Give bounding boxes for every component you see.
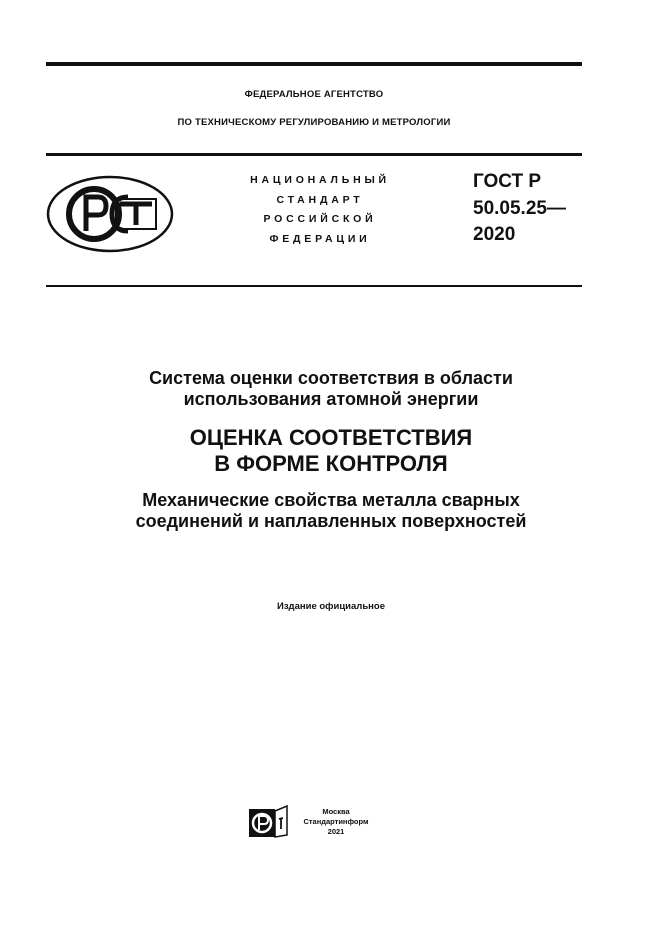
subtitle-line-1: Механические свойства металла сварных — [142, 490, 520, 510]
publisher-info — [296, 807, 376, 837]
publisher-name: Стандартинформ — [303, 817, 369, 826]
subtitle-line-2: соединений и наплавленных поверхностей — [135, 511, 527, 531]
main-title — [46, 425, 616, 477]
system-title-line-1: Система оценки соответствия в области — [149, 368, 513, 388]
publisher-city: Москва — [322, 807, 350, 816]
national-standard-line-4: ФЕДЕРАЦИИ — [269, 232, 371, 245]
system-title-line-2: использования атомной энергии — [183, 389, 479, 409]
main-title-line-1: ОЦЕНКА СООТВЕТСТВИЯ — [189, 425, 473, 450]
national-standard-label — [220, 171, 420, 249]
national-standard-line-2: СТАНДАРТ — [276, 193, 364, 206]
designation-line-2: 50.05.25— — [473, 197, 566, 219]
national-standard-line-1: НАЦИОНАЛЬНЫЙ — [250, 174, 390, 186]
standard-designation — [473, 169, 566, 249]
national-standard-line-3: РОССИЙСКОЙ — [263, 213, 377, 225]
publisher-year: 2021 — [327, 827, 345, 836]
designation-line-3: 2020 — [473, 224, 516, 245]
top-rule — [46, 62, 582, 66]
header-bottom-rule — [46, 285, 582, 287]
header-rule — [46, 153, 582, 156]
agency-line-1: ФЕДЕРАЛЬНОЕ АГЕНТСТВО — [244, 89, 384, 100]
standartinform-logo-icon — [248, 805, 288, 839]
main-title-line-2: В ФОРМЕ КОНТРОЛЯ — [214, 451, 448, 476]
gost-r-emblem-icon — [46, 175, 174, 253]
system-title — [46, 368, 616, 410]
agency-line-2: ПО ТЕХНИЧЕСКОМУ РЕГУЛИРОВАНИЮ И МЕТРОЛОГИИ — [177, 117, 451, 128]
edition-label: Издание официальное — [277, 601, 385, 612]
subtitle — [46, 490, 616, 532]
designation-line-1: ГОСТ Р — [473, 171, 542, 192]
